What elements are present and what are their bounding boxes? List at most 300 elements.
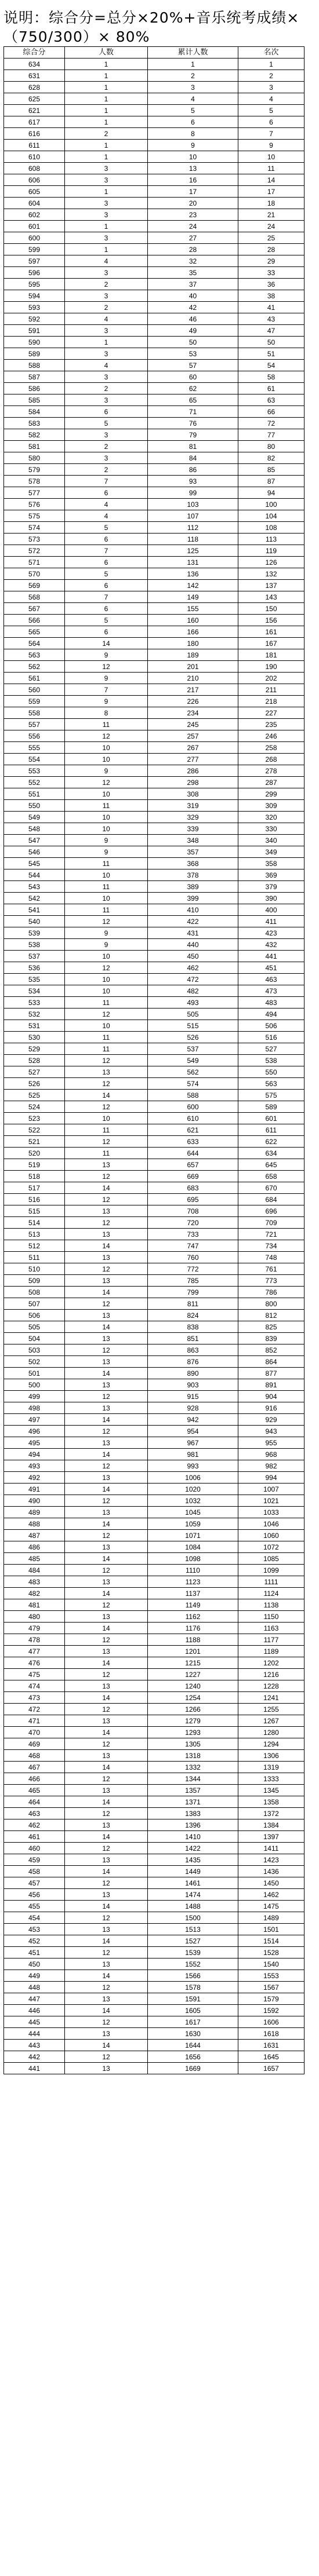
table-row — [4, 997, 304, 1009]
cell-score: 476 — [4, 1657, 65, 1669]
cell-score: 617 — [4, 116, 65, 128]
table-row — [4, 2016, 304, 2028]
cell-rank: 494 — [238, 1009, 304, 1020]
cell-count: 5 — [65, 615, 148, 626]
cell-cumulative: 368 — [148, 858, 238, 869]
cell-rank: 1255 — [238, 1704, 304, 1715]
cell-count: 12 — [65, 1947, 148, 1959]
cell-rank: 1645 — [238, 2051, 304, 2063]
table-row — [4, 116, 304, 128]
cell-score: 463 — [4, 1808, 65, 1819]
table-row — [4, 869, 304, 881]
cell-count: 13 — [65, 1275, 148, 1287]
table-row — [4, 707, 304, 719]
cell-count: 1 — [65, 105, 148, 116]
table-row — [4, 1055, 304, 1066]
cell-rank: 235 — [238, 719, 304, 730]
cell-rank: 33 — [238, 267, 304, 279]
cell-rank: 3 — [238, 82, 304, 93]
cell-rank: 877 — [238, 1368, 304, 1379]
cell-score: 571 — [4, 557, 65, 568]
cell-cumulative: 28 — [148, 244, 238, 255]
cell-cumulative: 99 — [148, 487, 238, 499]
table-row — [4, 661, 304, 673]
cell-score: 453 — [4, 1924, 65, 1935]
table-row — [4, 1159, 304, 1171]
cell-rank: 246 — [238, 730, 304, 742]
cell-score: 513 — [4, 1229, 65, 1240]
cell-rank: 1618 — [238, 2028, 304, 2040]
cell-score: 510 — [4, 1263, 65, 1275]
cell-count: 11 — [65, 800, 148, 812]
cell-score: 515 — [4, 1205, 65, 1217]
table-row — [4, 1402, 304, 1414]
table-row — [4, 383, 304, 394]
cell-rank: 14 — [238, 174, 304, 186]
cell-score: 531 — [4, 1020, 65, 1032]
cell-score: 504 — [4, 1333, 65, 1344]
cell-score: 471 — [4, 1715, 65, 1727]
table-row — [4, 1680, 304, 1692]
table-row — [4, 1959, 304, 1970]
cell-score: 443 — [4, 2040, 65, 2051]
cell-cumulative: 257 — [148, 730, 238, 742]
cell-rank: 1592 — [238, 2005, 304, 2016]
cell-count: 13 — [65, 1680, 148, 1692]
cell-count: 11 — [65, 858, 148, 869]
cell-score: 503 — [4, 1344, 65, 1356]
cell-cumulative: 9 — [148, 140, 238, 151]
cell-rank: 1462 — [238, 1889, 304, 1901]
cell-count: 2 — [65, 302, 148, 313]
cell-cumulative: 1410 — [148, 1831, 238, 1843]
table-row — [4, 1773, 304, 1785]
cell-cumulative: 799 — [148, 1287, 238, 1298]
table-row — [4, 128, 304, 140]
cell-cumulative: 1201 — [148, 1646, 238, 1657]
table-row — [4, 1854, 304, 1866]
table-row — [4, 1866, 304, 1877]
cell-cumulative: 633 — [148, 1136, 238, 1148]
cell-count: 12 — [65, 1530, 148, 1541]
cell-cumulative: 10 — [148, 151, 238, 163]
table-row — [4, 1113, 304, 1124]
table-row — [4, 846, 304, 858]
cell-cumulative: 610 — [148, 1113, 238, 1124]
table-row — [4, 754, 304, 765]
cell-score: 461 — [4, 1831, 65, 1843]
cell-rank: 1033 — [238, 1507, 304, 1518]
cell-score: 605 — [4, 186, 65, 198]
cell-score: 507 — [4, 1298, 65, 1310]
cell-cumulative: 1032 — [148, 1495, 238, 1507]
cell-score: 494 — [4, 1449, 65, 1460]
cell-cumulative: 189 — [148, 649, 238, 661]
table-row — [4, 1148, 304, 1159]
cell-rank: 1216 — [238, 1669, 304, 1680]
table-row — [4, 1043, 304, 1055]
cell-count: 12 — [65, 2016, 148, 2028]
cell-score: 449 — [4, 1970, 65, 1982]
cell-cumulative: 149 — [148, 591, 238, 603]
cell-score: 554 — [4, 754, 65, 765]
table-row — [4, 939, 304, 951]
cell-cumulative: 136 — [148, 568, 238, 580]
cell-cumulative: 747 — [148, 1240, 238, 1252]
cell-cumulative: 851 — [148, 1333, 238, 1344]
table-row — [4, 893, 304, 904]
table-row — [4, 1263, 304, 1275]
cell-cumulative: 621 — [148, 1124, 238, 1136]
cell-rank: 379 — [238, 881, 304, 893]
cell-cumulative: 574 — [148, 1078, 238, 1090]
cell-count: 10 — [65, 893, 148, 904]
header-count: 人数 — [65, 47, 148, 59]
cell-rank: 709 — [238, 1217, 304, 1229]
table-row — [4, 1692, 304, 1704]
table-row — [4, 1518, 304, 1530]
cell-rank: 968 — [238, 1449, 304, 1460]
cell-count: 11 — [65, 904, 148, 916]
cell-score: 508 — [4, 1287, 65, 1298]
cell-score: 514 — [4, 1217, 65, 1229]
cell-rank: 126 — [238, 557, 304, 568]
cell-count: 14 — [65, 1762, 148, 1773]
cell-score: 589 — [4, 348, 65, 360]
cell-count: 3 — [65, 348, 148, 360]
cell-count: 2 — [65, 128, 148, 140]
table-row — [4, 476, 304, 487]
cell-cumulative: 472 — [148, 974, 238, 985]
cell-rank: 7 — [238, 128, 304, 140]
cell-cumulative: 1215 — [148, 1657, 238, 1669]
cell-rank: 268 — [238, 754, 304, 765]
cell-count: 12 — [65, 2051, 148, 2063]
cell-count: 14 — [65, 1368, 148, 1379]
cell-score: 465 — [4, 1785, 65, 1796]
cell-score: 519 — [4, 1159, 65, 1171]
cell-rank: 1228 — [238, 1680, 304, 1692]
cell-rank: 800 — [238, 1298, 304, 1310]
table-row — [4, 1727, 304, 1738]
cell-cumulative: 981 — [148, 1449, 238, 1460]
cell-count: 3 — [65, 198, 148, 209]
cell-count: 10 — [65, 1020, 148, 1032]
cell-count: 12 — [65, 1391, 148, 1402]
cell-cumulative: 422 — [148, 916, 238, 927]
cell-cumulative: 389 — [148, 881, 238, 893]
cell-rank: 696 — [238, 1205, 304, 1217]
header-score: 综合分 — [4, 47, 65, 59]
cell-score: 535 — [4, 974, 65, 985]
cell-count: 1 — [65, 186, 148, 198]
cell-count: 6 — [65, 406, 148, 418]
cell-score: 586 — [4, 383, 65, 394]
cell-score: 591 — [4, 325, 65, 337]
table-row — [4, 1449, 304, 1460]
cell-count: 3 — [65, 371, 148, 383]
cell-cumulative: 1461 — [148, 1877, 238, 1889]
table-row — [4, 1912, 304, 1924]
table-row — [4, 394, 304, 406]
cell-count: 13 — [65, 1252, 148, 1263]
table-row — [4, 742, 304, 754]
table-row — [4, 1634, 304, 1646]
cell-count: 11 — [65, 1148, 148, 1159]
cell-score: 536 — [4, 962, 65, 974]
cell-rank: 839 — [238, 1333, 304, 1344]
cell-score: 558 — [4, 707, 65, 719]
cell-score: 444 — [4, 2028, 65, 2040]
cell-score: 489 — [4, 1507, 65, 1518]
cell-rank: 5 — [238, 105, 304, 116]
cell-rank: 1397 — [238, 1831, 304, 1843]
cell-rank: 137 — [238, 580, 304, 591]
cell-cumulative: 903 — [148, 1379, 238, 1391]
cell-score: 527 — [4, 1066, 65, 1078]
cell-score: 595 — [4, 279, 65, 290]
cell-cumulative: 493 — [148, 997, 238, 1009]
cell-rank: 761 — [238, 1263, 304, 1275]
table-row — [4, 1090, 304, 1101]
cell-count: 12 — [65, 1263, 148, 1275]
cell-cumulative: 35 — [148, 267, 238, 279]
table-row — [4, 1750, 304, 1762]
cell-count: 13 — [65, 1541, 148, 1553]
cell-rank: 41 — [238, 302, 304, 313]
table-row — [4, 568, 304, 580]
cell-cumulative: 588 — [148, 1090, 238, 1101]
cell-score: 564 — [4, 638, 65, 649]
cell-count: 12 — [65, 1194, 148, 1205]
cell-rank: 82 — [238, 452, 304, 464]
cell-count: 12 — [65, 1101, 148, 1113]
cell-cumulative: 1045 — [148, 1507, 238, 1518]
table-row — [4, 1599, 304, 1611]
cell-count: 12 — [65, 777, 148, 788]
cell-score: 482 — [4, 1588, 65, 1599]
cell-cumulative: 1254 — [148, 1692, 238, 1704]
cell-score: 583 — [4, 418, 65, 429]
cell-count: 13 — [65, 2063, 148, 2074]
cell-cumulative: 669 — [148, 1171, 238, 1182]
cell-cumulative: 1318 — [148, 1750, 238, 1762]
cell-cumulative: 234 — [148, 707, 238, 719]
table-row — [4, 1414, 304, 1426]
cell-cumulative: 1605 — [148, 2005, 238, 2016]
cell-cumulative: 32 — [148, 255, 238, 267]
cell-count: 13 — [65, 1159, 148, 1171]
cell-score: 611 — [4, 140, 65, 151]
cell-score: 593 — [4, 302, 65, 313]
cell-rank: 773 — [238, 1275, 304, 1287]
table-row — [4, 1715, 304, 1727]
cell-score: 526 — [4, 1078, 65, 1090]
cell-rank: 309 — [238, 800, 304, 812]
cell-rank: 506 — [238, 1020, 304, 1032]
cell-cumulative: 53 — [148, 348, 238, 360]
table-row — [4, 232, 304, 244]
cell-count: 3 — [65, 290, 148, 302]
cell-cumulative: 160 — [148, 615, 238, 626]
cell-rank: 1528 — [238, 1947, 304, 1959]
cell-rank: 211 — [238, 684, 304, 696]
table-row — [4, 1843, 304, 1854]
header-rank: 名次 — [238, 47, 304, 59]
cell-score: 495 — [4, 1437, 65, 1449]
cell-cumulative: 118 — [148, 534, 238, 545]
cell-count: 2 — [65, 279, 148, 290]
cell-cumulative: 1240 — [148, 1680, 238, 1692]
cell-rank: 320 — [238, 812, 304, 823]
cell-count: 14 — [65, 1623, 148, 1634]
cell-rank: 748 — [238, 1252, 304, 1263]
cell-rank: 4 — [238, 93, 304, 105]
cell-score: 454 — [4, 1912, 65, 1924]
table-row — [4, 1240, 304, 1252]
cell-count: 3 — [65, 429, 148, 441]
cell-cumulative: 1006 — [148, 1472, 238, 1484]
table-row — [4, 1009, 304, 1020]
table-row — [4, 279, 304, 290]
cell-score: 579 — [4, 464, 65, 476]
cell-score: 592 — [4, 313, 65, 325]
table-row — [4, 313, 304, 325]
table-row — [4, 499, 304, 510]
cell-count: 11 — [65, 1032, 148, 1043]
cell-score: 491 — [4, 1484, 65, 1495]
cell-rank: 218 — [238, 696, 304, 707]
cell-count: 11 — [65, 719, 148, 730]
cell-count: 13 — [65, 1437, 148, 1449]
cell-count: 13 — [65, 1356, 148, 1368]
cell-cumulative: 210 — [148, 673, 238, 684]
table-row — [4, 823, 304, 835]
table-row — [4, 777, 304, 788]
table-row — [4, 1484, 304, 1495]
cell-score: 625 — [4, 93, 65, 105]
cell-cumulative: 1357 — [148, 1785, 238, 1796]
cell-count: 9 — [65, 927, 148, 939]
cell-count: 14 — [65, 1518, 148, 1530]
cell-score: 486 — [4, 1541, 65, 1553]
cell-score: 516 — [4, 1194, 65, 1205]
cell-score: 521 — [4, 1136, 65, 1148]
table-row — [4, 626, 304, 638]
table-row — [4, 1298, 304, 1310]
cell-count: 9 — [65, 765, 148, 777]
cell-score: 532 — [4, 1009, 65, 1020]
cell-count: 7 — [65, 591, 148, 603]
cell-cumulative: 1656 — [148, 2051, 238, 2063]
cell-cumulative: 1513 — [148, 1924, 238, 1935]
table-row — [4, 1611, 304, 1623]
cell-cumulative: 16 — [148, 174, 238, 186]
cell-count: 14 — [65, 1970, 148, 1982]
cell-count: 13 — [65, 1993, 148, 2005]
cell-count: 13 — [65, 1066, 148, 1078]
cell-score: 610 — [4, 151, 65, 163]
cell-rank: 167 — [238, 638, 304, 649]
cell-cumulative: 4 — [148, 93, 238, 105]
cell-score: 548 — [4, 823, 65, 835]
cell-cumulative: 13 — [148, 163, 238, 174]
cell-count: 12 — [65, 1773, 148, 1785]
cell-rank: 11 — [238, 163, 304, 174]
table-row — [4, 1032, 304, 1043]
cell-rank: 929 — [238, 1414, 304, 1426]
cell-rank: 483 — [238, 997, 304, 1009]
cell-cumulative: 1293 — [148, 1727, 238, 1738]
cell-score: 441 — [4, 2063, 65, 2074]
cell-count: 10 — [65, 974, 148, 985]
table-row — [4, 1935, 304, 1947]
cell-rank: 463 — [238, 974, 304, 985]
cell-rank: 1333 — [238, 1773, 304, 1785]
cell-score: 563 — [4, 649, 65, 661]
table-row — [4, 82, 304, 93]
cell-rank: 258 — [238, 742, 304, 754]
table-row — [4, 267, 304, 279]
cell-count: 3 — [65, 174, 148, 186]
cell-cumulative: 378 — [148, 869, 238, 881]
table-row — [4, 1704, 304, 1715]
cell-score: 488 — [4, 1518, 65, 1530]
cell-count: 9 — [65, 939, 148, 951]
cell-cumulative: 450 — [148, 951, 238, 962]
cell-rank: 369 — [238, 869, 304, 881]
cell-score: 522 — [4, 1124, 65, 1136]
cell-cumulative: 657 — [148, 1159, 238, 1171]
cell-cumulative: 357 — [148, 846, 238, 858]
cell-cumulative: 319 — [148, 800, 238, 812]
cell-score: 457 — [4, 1877, 65, 1889]
cell-score: 469 — [4, 1738, 65, 1750]
cell-rank: 202 — [238, 673, 304, 684]
cell-cumulative: 103 — [148, 499, 238, 510]
cell-cumulative: 915 — [148, 1391, 238, 1402]
table-row — [4, 1205, 304, 1217]
cell-count: 13 — [65, 1924, 148, 1935]
cell-cumulative: 644 — [148, 1148, 238, 1159]
cell-rank: 1384 — [238, 1819, 304, 1831]
cell-rank: 670 — [238, 1182, 304, 1194]
formula-caption: 说明：综合分=总分×20%+音乐统考成绩×（750/300）× 80% — [3, 9, 300, 45]
cell-cumulative: 1059 — [148, 1518, 238, 1530]
cell-cumulative: 993 — [148, 1460, 238, 1472]
cell-count: 14 — [65, 1484, 148, 1495]
table-row — [4, 2063, 304, 2074]
table-row — [4, 1182, 304, 1194]
table-row — [4, 1066, 304, 1078]
table-row — [4, 881, 304, 893]
cell-rank: 1280 — [238, 1727, 304, 1738]
cell-cumulative: 720 — [148, 1217, 238, 1229]
table-row — [4, 649, 304, 661]
cell-rank: 1579 — [238, 1993, 304, 2005]
cell-rank: 29 — [238, 255, 304, 267]
cell-score: 557 — [4, 719, 65, 730]
table-row — [4, 348, 304, 360]
cell-count: 14 — [65, 1449, 148, 1460]
cell-count: 6 — [65, 626, 148, 638]
cell-rank: 904 — [238, 1391, 304, 1402]
cell-score: 562 — [4, 661, 65, 673]
cell-count: 13 — [65, 1854, 148, 1866]
cell-count: 7 — [65, 545, 148, 557]
cell-cumulative: 1305 — [148, 1738, 238, 1750]
cell-count: 13 — [65, 1333, 148, 1344]
